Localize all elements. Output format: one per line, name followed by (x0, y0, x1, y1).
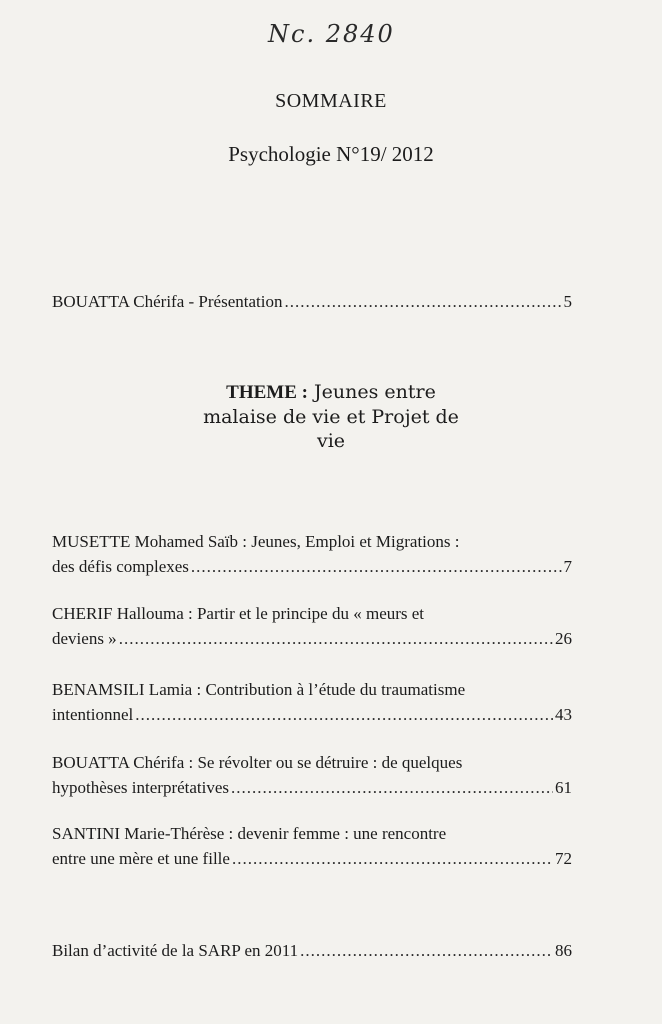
toc-page-number: 86 (555, 941, 572, 960)
toc-entry (52, 821, 572, 871)
toc-entry-line-1: BOUATTA Chérifa : Se révolter ou se détruire : de quelques (52, 753, 463, 772)
toc-entry-text: Bilan d’activité de la SARP en 2011 (52, 941, 299, 960)
toc-entry-line-2: des défis complexes (52, 557, 189, 576)
toc-entry-line-2: hypothèses interprétatives (52, 778, 230, 797)
toc-entry-bilan (52, 938, 572, 963)
toc-entry (52, 677, 572, 727)
leader-dots (119, 626, 553, 651)
handwritten-reference-note: Nc. 2840 (268, 20, 395, 48)
toc-entry-line-2: deviens » (52, 629, 117, 648)
leader-dots (135, 702, 553, 727)
toc-entry-line-2: intentionnel (52, 705, 134, 724)
toc-page-number: 26 (555, 629, 572, 648)
toc-page-number: 43 (555, 705, 572, 724)
theme-label: THEME : (226, 382, 308, 403)
theme-heading (0, 380, 662, 453)
journal-issue-subtitle: Psychologie N°19/ 2012 (228, 142, 434, 166)
toc-page-number: 7 (563, 557, 572, 576)
toc-entry (52, 529, 572, 579)
leader-dots (300, 938, 553, 963)
toc-entry-line-1: CHERIF Hallouma : Partir et le principe du « meurs et (52, 604, 425, 623)
leader-dots (232, 846, 553, 871)
toc-entry-line-2: entre une mère et une fille (52, 849, 230, 868)
toc-entry-presentation (52, 289, 572, 314)
theme-line-2: malaise de vie et Projet de (203, 406, 459, 428)
theme-line-3: vie (316, 430, 346, 452)
leader-dots (231, 775, 553, 800)
page-title: SOMMAIRE (275, 90, 387, 112)
toc-entry (52, 601, 572, 651)
theme-line-1: Jeunes entre (314, 381, 436, 403)
leader-dots (284, 289, 561, 314)
toc-entry-line-1: SANTINI Marie-Thérèse : devenir femme : une rencontre (52, 824, 447, 843)
leader-dots (191, 554, 562, 579)
toc-entry-line-1: MUSETTE Mohamed Saïb : Jeunes, Emploi et Migrations : (52, 532, 460, 551)
toc-page-number: 72 (555, 849, 572, 868)
toc-entry-line-1: BENAMSILI Lamia : Contribution à l’étude du traumatisme (52, 680, 466, 699)
toc-page-number: 61 (555, 778, 572, 797)
toc-page-number: 5 (563, 292, 572, 311)
toc-entry-text: BOUATTA Chérifa - Présentation (52, 292, 283, 311)
toc-entry (52, 750, 572, 800)
